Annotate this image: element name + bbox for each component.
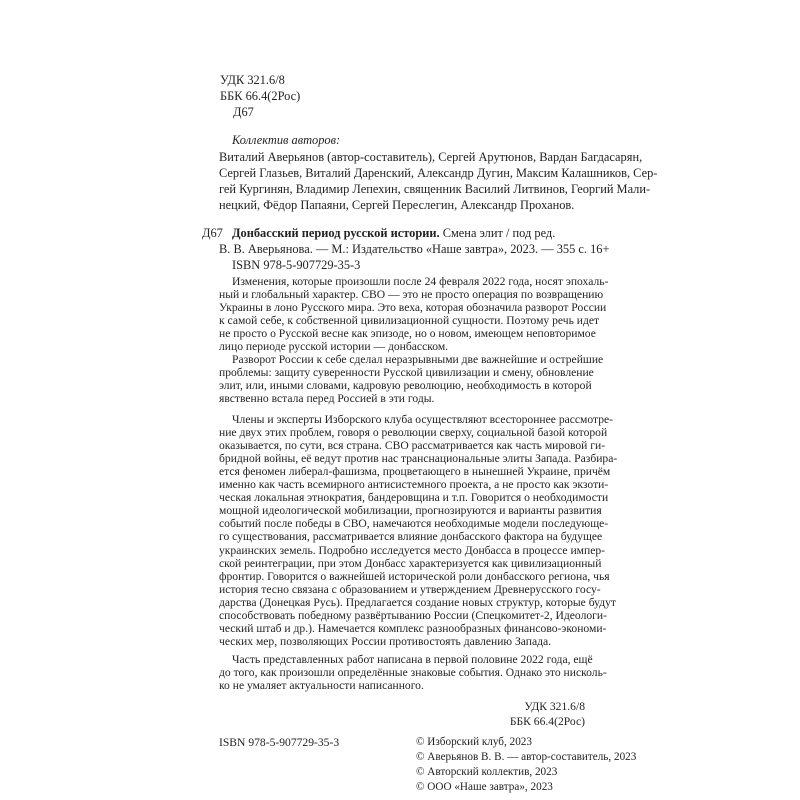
abstract-line: ческая локальная этнократия, бандеровщина и т.п. Говорится о необходимости [219, 491, 609, 505]
abstract-line: Украины в лоно Русского мира. Это веха, которая обозначила разворот России [219, 301, 607, 315]
footer-isbn: ISBN 978-5-907729-35-3 [219, 735, 340, 749]
abstract-line: ской реинтеграции, при этом Донбасс характеризуется как цивилизационный [219, 556, 602, 570]
abstract-line: ется феномен либерал-фашизма, процветающего в нынешней Украине, причём [219, 465, 611, 479]
abstract-line: способствовать победному развёртыванию России (Спецкомитет-2, Идеологи- [219, 608, 607, 622]
abstract-line: украинских земель. Подробно исследуется место Донбасса в процессе импер- [219, 543, 606, 557]
authors-line: Сергей Глазьев, Виталий Даренский, Александр Дугин, Максим Калашников, Сер- [219, 166, 658, 180]
record-title-bold: Донбасский период русской истории. [232, 226, 440, 240]
abstract-line: именно как часть всемирного антисистемного проекта, а не просто как экзоти- [219, 478, 609, 492]
copyright-line: © Авторский коллектив, 2023 [416, 765, 558, 778]
abstract-line: ческий штаб и др.). Намечается комплекс разнообразных финансово-экономи- [219, 621, 607, 635]
abstract-line: элит, или, иными словами, кадровую революцию, необходимость в которой [219, 379, 592, 393]
record-title-rest: Смена элит / под ред. [439, 226, 556, 240]
abstract-line: дарства (Донецкая Русь). Предлагается создание новых структур, которые будут [219, 595, 616, 609]
abstract-line: го существования, рассматривается влияние донбасского фактора на будущее [219, 530, 603, 544]
abstract-line: мощной идеологической мобилизации, прогнозируются и варианты развития [219, 504, 602, 518]
abstract-line: не просто о Русской весне как эпизоде, но о новом, имеющем неповторимое [219, 327, 596, 341]
udk-code-bottom: УДК 321.6/8 [524, 699, 585, 713]
abstract-line: проблемы: защиту суверенности Русской цивилизации и смену, обновление [219, 366, 594, 380]
bbk-code: ББК 66.4(2Рос) [220, 89, 301, 103]
abstract-line: ный и глобальный характер. СВО — это не просто операция по возвращению [219, 288, 604, 302]
abstract-line: ние двух этих проблем, говоря о революции сверху, социальной базой которой [219, 426, 608, 440]
authors-line: нецкий, Фёдор Папаяни, Сергей Переслегин, Александр Проханов. [219, 198, 575, 212]
abstract-line: явственно встала перед Россией в эти годы. [219, 392, 435, 406]
abstract-line: до того, как произошли определённые знаковые события. Однако это нисколь- [219, 665, 607, 679]
abstract-line: фронтир. Говорится о важнейшей исторической роли донбасского региона, чья [219, 569, 610, 583]
record-mark: Д67 [202, 226, 223, 240]
copyright-line: © Изборский клуб, 2023 [416, 735, 532, 748]
abstract-line: лицо периоде русской истории — донбасском. [219, 340, 449, 354]
bbk-code-bottom: ББК 66.4(2Рос) [509, 714, 585, 728]
abstract-line: оказывается, по сути, вся страна. СВО рассматривается как часть мировой ги- [219, 439, 606, 453]
abstract-line: Изменения, которые произошли после 24 февраля 2022 года, носят эпохаль- [232, 275, 609, 288]
abstract-line: Разворот России к себе сделал неразрывными две важнейшие и острейшие [232, 353, 604, 366]
authors-line: Виталий Аверьянов (автор-составитель), Сергей Арутюнов, Вардан Багдасарян, [219, 150, 643, 164]
record-imprint: В. В. Аверьянова. — М.: Издательство «Наше завтра», 2023. — 355 с. 16+ [219, 242, 610, 256]
copyright-line: © ООО «Наше завтра», 2023 [416, 780, 553, 793]
abstract-line: ческих мер, позволяющих России противостоять давлению Запада. [219, 634, 552, 648]
abstract-line: бридной войны, её ведут против нас транснациональные элиты Запада. Разбира- [219, 452, 618, 466]
abstract-line: событий после победы в СВО, намечаются необходимые модели последующе- [219, 517, 609, 531]
authors-line: гей Кургинян, Владимир Лепехин, священник Василий Литвинов, Георгий Мали- [219, 182, 651, 196]
udk-code: УДК 321.6/8 [220, 73, 285, 87]
abstract-line: к самой себе, к собственной цивилизационной сущности. Поэтому речь идет [219, 314, 600, 328]
copyright-line: © Аверьянов В. В. — автор-составитель, 2023 [416, 750, 637, 763]
abstract-line: Часть представленных работ написана в первой половине 2022 года, ещё [232, 652, 593, 666]
record-isbn: ISBN 978-5-907729-35-3 [232, 258, 361, 272]
authors-heading: Коллектив авторов: [232, 133, 341, 147]
abstract-line: Члены и эксперты Изборского клуба осуществляют всестороннее рассмотре- [232, 413, 614, 426]
abstract-line: история тесно связана с образованием и утверждением Древнерусского госу- [219, 582, 601, 596]
author-mark: Д67 [233, 105, 254, 119]
abstract-line: ко не умаляет актуальности написанного. [219, 678, 424, 692]
record-title [232, 226, 555, 241]
